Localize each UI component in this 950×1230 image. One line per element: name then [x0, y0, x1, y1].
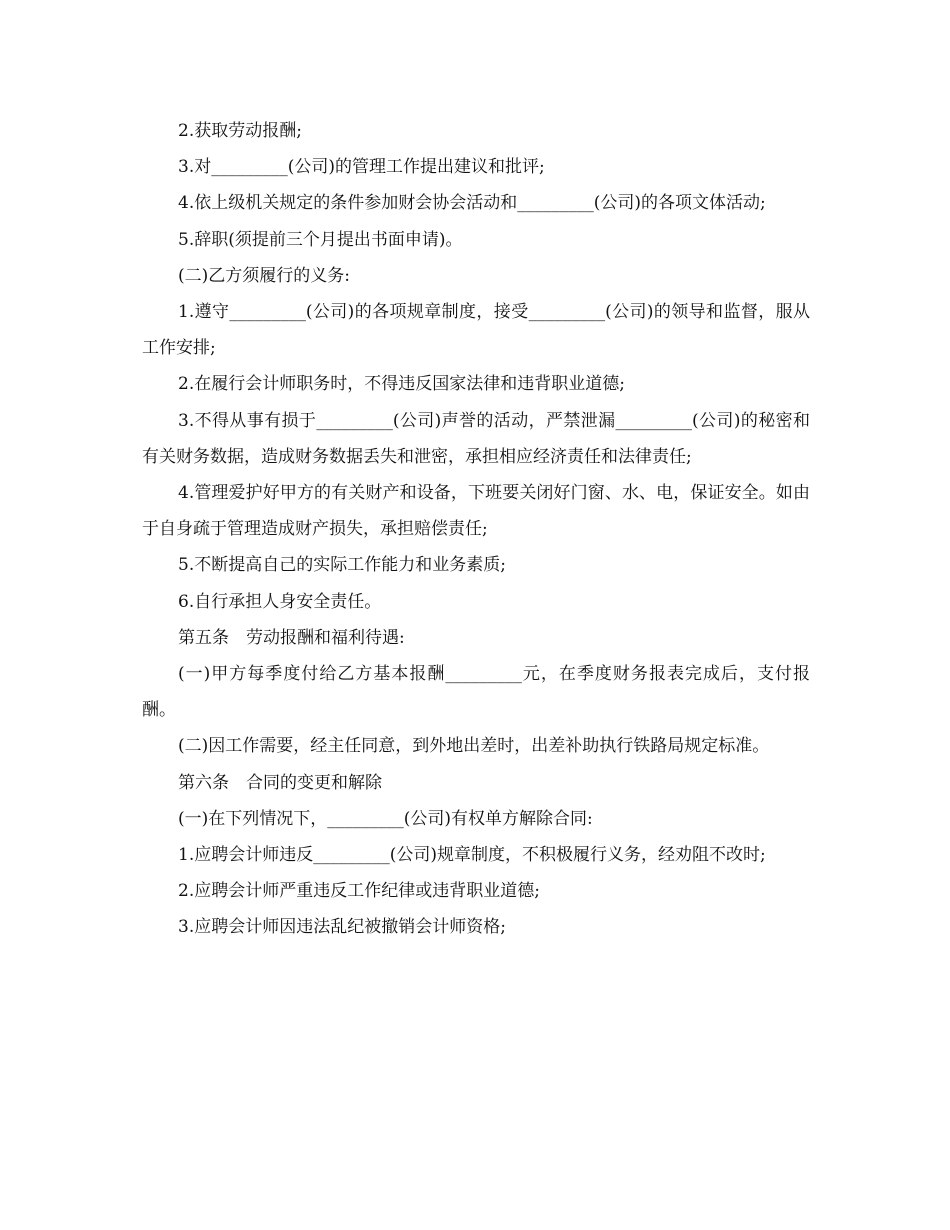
paragraph-termination-2: 2.应聘会计师严重违反工作纪律或违背职业道德;: [178, 881, 540, 902]
paragraph-right-3: 3.对_________(公司)的管理工作提出建议和批评;: [178, 157, 545, 178]
paragraph-obligation-2: 2.在履行会计师职务时，不得违反国家法律和违背职业道德;: [178, 374, 625, 395]
paragraph-obligations-heading: (二)乙方须履行的义务:: [178, 265, 350, 286]
paragraph-obligation-6: 6.自行承担人身安全责任。: [178, 591, 382, 612]
paragraph-termination-3: 3.应聘会计师因违法乱纪被撤销会计师资格;: [178, 917, 506, 938]
document-body: [142, 113, 810, 946]
paragraph-obligation-1: 1.遵守_________(公司)的各项规章制度，接受_________(公司)的领导和监督，服从工作安排;: [142, 302, 810, 359]
paragraph-right-2: 2.获取劳动报酬;: [178, 121, 302, 141]
paragraph-termination-intro: (一)在下列情况下，_________(公司)有权单方解除合同:: [178, 808, 593, 829]
paragraph-obligation-3: 3.不得从事有损于_________(公司)声誉的活动，严禁泄漏_________(公司)的秘密和有关财务数据，造成财务数据丢失和泄密，承担相应经济责任和法律责任;: [142, 410, 810, 467]
paragraph-termination-1: 1.应聘会计师违反_________(公司)规章制度，不积极履行义务，经劝阻不改时;: [178, 845, 766, 866]
article-5-heading: 第五条 劳动报酬和福利待遇:: [178, 627, 405, 648]
article-6-heading: 第六条 合同的变更和解除: [178, 772, 382, 793]
paragraph-remuneration-1: (一)甲方每季度付给乙方基本报酬_________元，在季度财务报表完成后，支付报酬。: [142, 664, 810, 721]
paragraph-obligation-5: 5.不断提高自己的实际工作能力和业务素质;: [178, 555, 506, 576]
paragraph-obligation-4: 4.管理爱护好甲方的有关财产和设备，下班要关闭好门窗、水、电，保证安全。如由于自身疏于管理造成财产损失，承担赔偿责任;: [142, 483, 810, 540]
paragraph-right-4: 4.依上级机关规定的条件参加财会协会活动和_________(公司)的各项文体活动;: [178, 193, 766, 214]
paragraph-remuneration-2: (二)因工作需要，经主任同意，到外地出差时，出差补助执行铁路局规定标准。: [178, 736, 770, 757]
paragraph-right-5: 5.辞职(须提前三个月提出书面申请)。: [178, 229, 463, 250]
